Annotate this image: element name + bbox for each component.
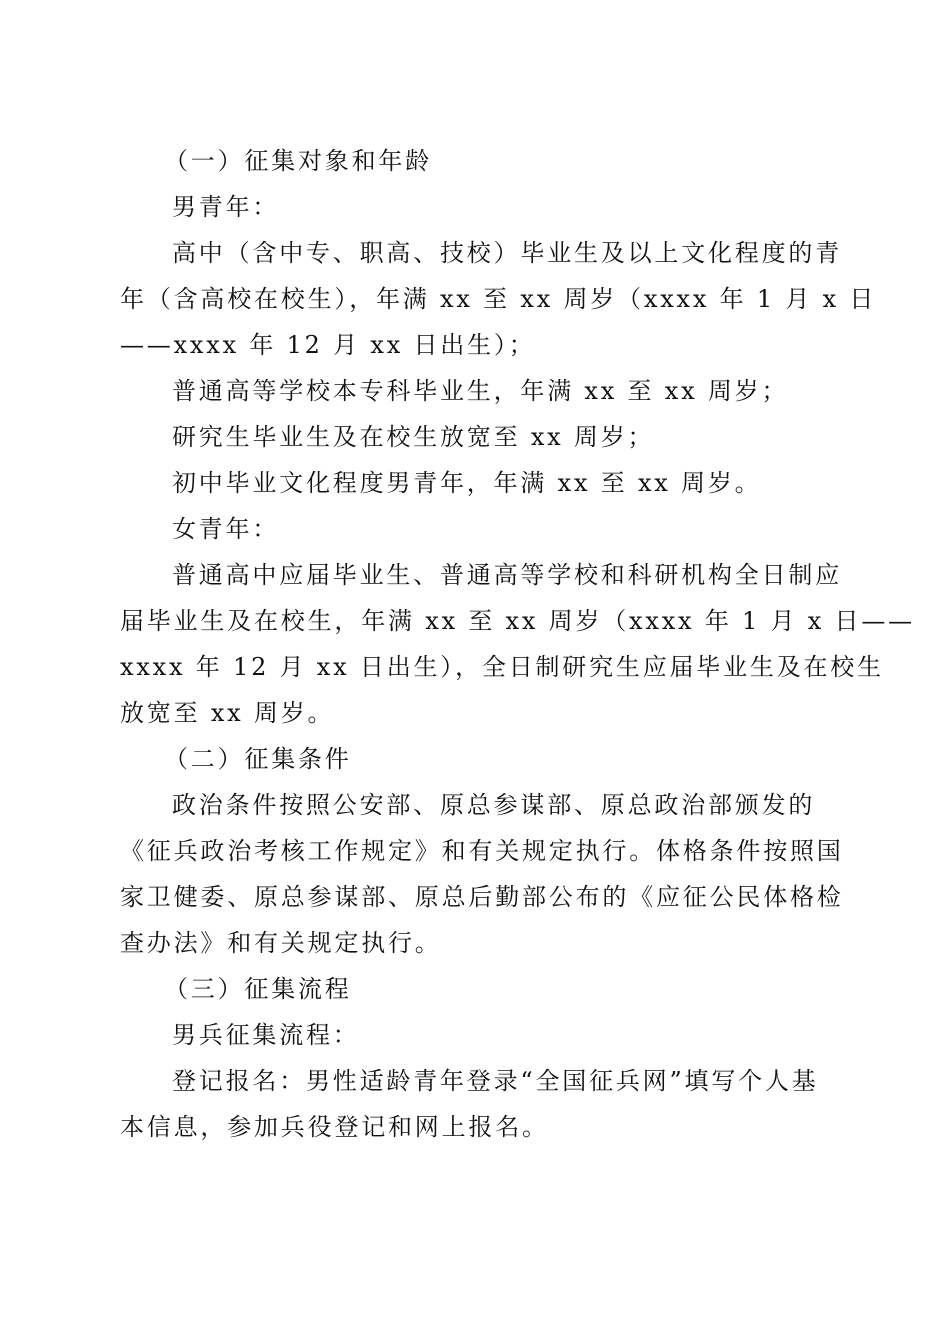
paragraph-line: 放宽至 xx 周岁。 bbox=[120, 699, 335, 727]
female-eligibility-paragraph bbox=[120, 552, 915, 736]
male-college-paragraph: 普通高等学校本专科毕业生，年满 xx 至 xx 周岁； bbox=[172, 377, 789, 405]
paragraph-line: 查办法》和有关规定执行。 bbox=[120, 929, 442, 957]
paragraph-line: 高中（含中专、职高、技校）毕业生及以上文化程度的青 bbox=[172, 239, 842, 267]
paragraph-line: xxxx 年 12 月 xx 日出生），全日制研究生应届毕业生及在校生 bbox=[120, 653, 884, 681]
paragraph-line: 届毕业生及在校生，年满 xx 至 xx 周岁（xxxx 年 1 月 x 日—— bbox=[120, 607, 915, 635]
paragraph-line: 政治条件按照公安部、原总参谋部、原总政治部颁发的 bbox=[172, 791, 816, 819]
paragraph-line: ——xxxx 年 12 月 xx 日出生）； bbox=[120, 331, 536, 359]
male-flow-label: 男兵征集流程： bbox=[172, 1021, 360, 1049]
male-youth-label: 男青年： bbox=[172, 193, 280, 221]
section-heading-2: （二）征集条件 bbox=[164, 745, 352, 773]
paragraph-line: 普通高中应届毕业生、普通高等学校和科研机构全日制应 bbox=[172, 561, 842, 589]
conditions-paragraph bbox=[120, 782, 844, 966]
male-graduate-paragraph: 研究生毕业生及在校生放宽至 xx 周岁； bbox=[172, 423, 655, 451]
paragraph-line: 年（含高校在校生），年满 xx 至 xx 周岁（xxxx 年 1 月 x 日 bbox=[120, 285, 877, 313]
paragraph-line: 家卫健委、原总参谋部、原总后勤部公布的《应征公民体格检 bbox=[120, 883, 844, 911]
male-eligibility-paragraph bbox=[120, 230, 877, 368]
female-youth-label: 女青年： bbox=[172, 515, 280, 543]
paragraph-line: 《征兵政治考核工作规定》和有关规定执行。体格条件按照国 bbox=[120, 837, 844, 865]
document-page bbox=[120, 138, 915, 1150]
section-heading-3: （三）征集流程 bbox=[164, 975, 352, 1003]
paragraph-line: 登记报名：男性适龄青年登录“全国征兵网”填写个人基 bbox=[172, 1067, 819, 1095]
male-junior-paragraph: 初中毕业文化程度男青年，年满 xx 至 xx 周岁。 bbox=[172, 469, 762, 497]
registration-paragraph bbox=[120, 1058, 824, 1150]
section-heading-1: （一）征集对象和年龄 bbox=[164, 147, 432, 175]
paragraph-line: 本信息，参加兵役登记和网上报名。 bbox=[120, 1113, 549, 1141]
